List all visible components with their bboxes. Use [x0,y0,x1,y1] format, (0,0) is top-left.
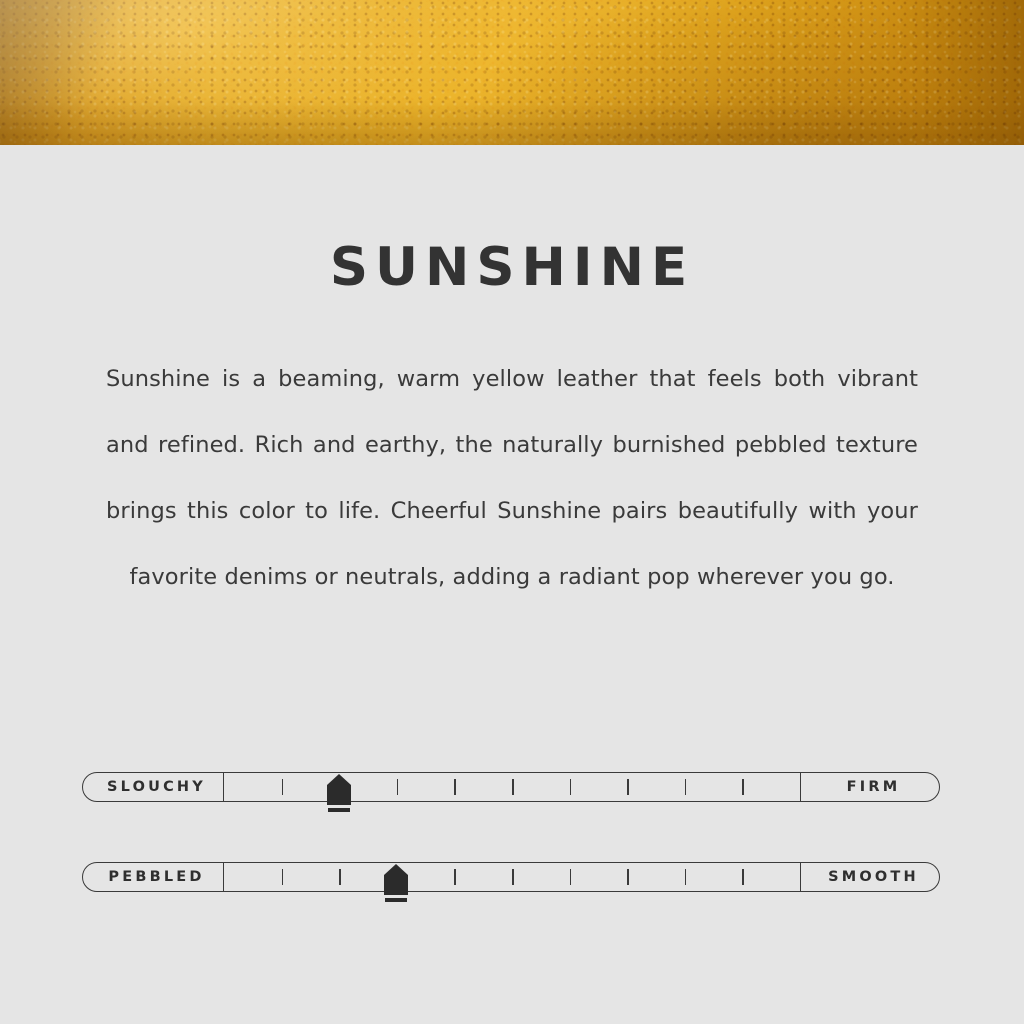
slider-tick [627,779,629,795]
slider-tick [512,779,514,795]
slider-tick [454,869,456,885]
page-title: SUNSHINE [329,237,695,298]
card-content [0,145,1024,610]
slider-thumb-base [385,898,407,902]
slider-tick [339,869,341,885]
slider-tick [512,869,514,885]
swatch-bottom-shadow [0,99,1024,145]
slider-right-label: FIRM [800,772,942,802]
slider-right-label: SMOOTH [800,862,942,892]
slider-tick [454,779,456,795]
color-description: Sunshine is a beaming, warm yellow leather that feels both vibrant and refined. Rich and earthy, the naturally burnished pebbled texture brings this color to life. Cheerful Sunshine pairs beautifully with your favorite denims or neutrals, adding a radiant pop wherever you go. [106,366,918,590]
slider-tick [685,869,687,885]
slider-tick [570,779,572,795]
slider-tick [282,869,284,885]
slider-thumb-pin [384,875,408,895]
slider-tick [570,869,572,885]
attribute-sliders [0,772,1024,952]
slider-tick [685,779,687,795]
slider-tick [742,779,744,795]
slider-tick [397,779,399,795]
slider-thumb[interactable] [381,863,411,909]
slider-thumb-pin [327,785,351,805]
slider-tick [282,779,284,795]
slider-texture[interactable] [82,862,942,894]
leather-swatch-image [0,0,1024,145]
slider-thumb[interactable] [324,773,354,819]
slider-left-label: SLOUCHY [82,772,224,802]
slider-ticks [224,862,800,892]
slider-firmness[interactable] [82,772,942,804]
slider-tick [627,869,629,885]
slider-ticks [224,772,800,802]
slider-left-label: PEBBLED [82,862,224,892]
slider-tick [742,869,744,885]
slider-thumb-base [328,808,350,812]
